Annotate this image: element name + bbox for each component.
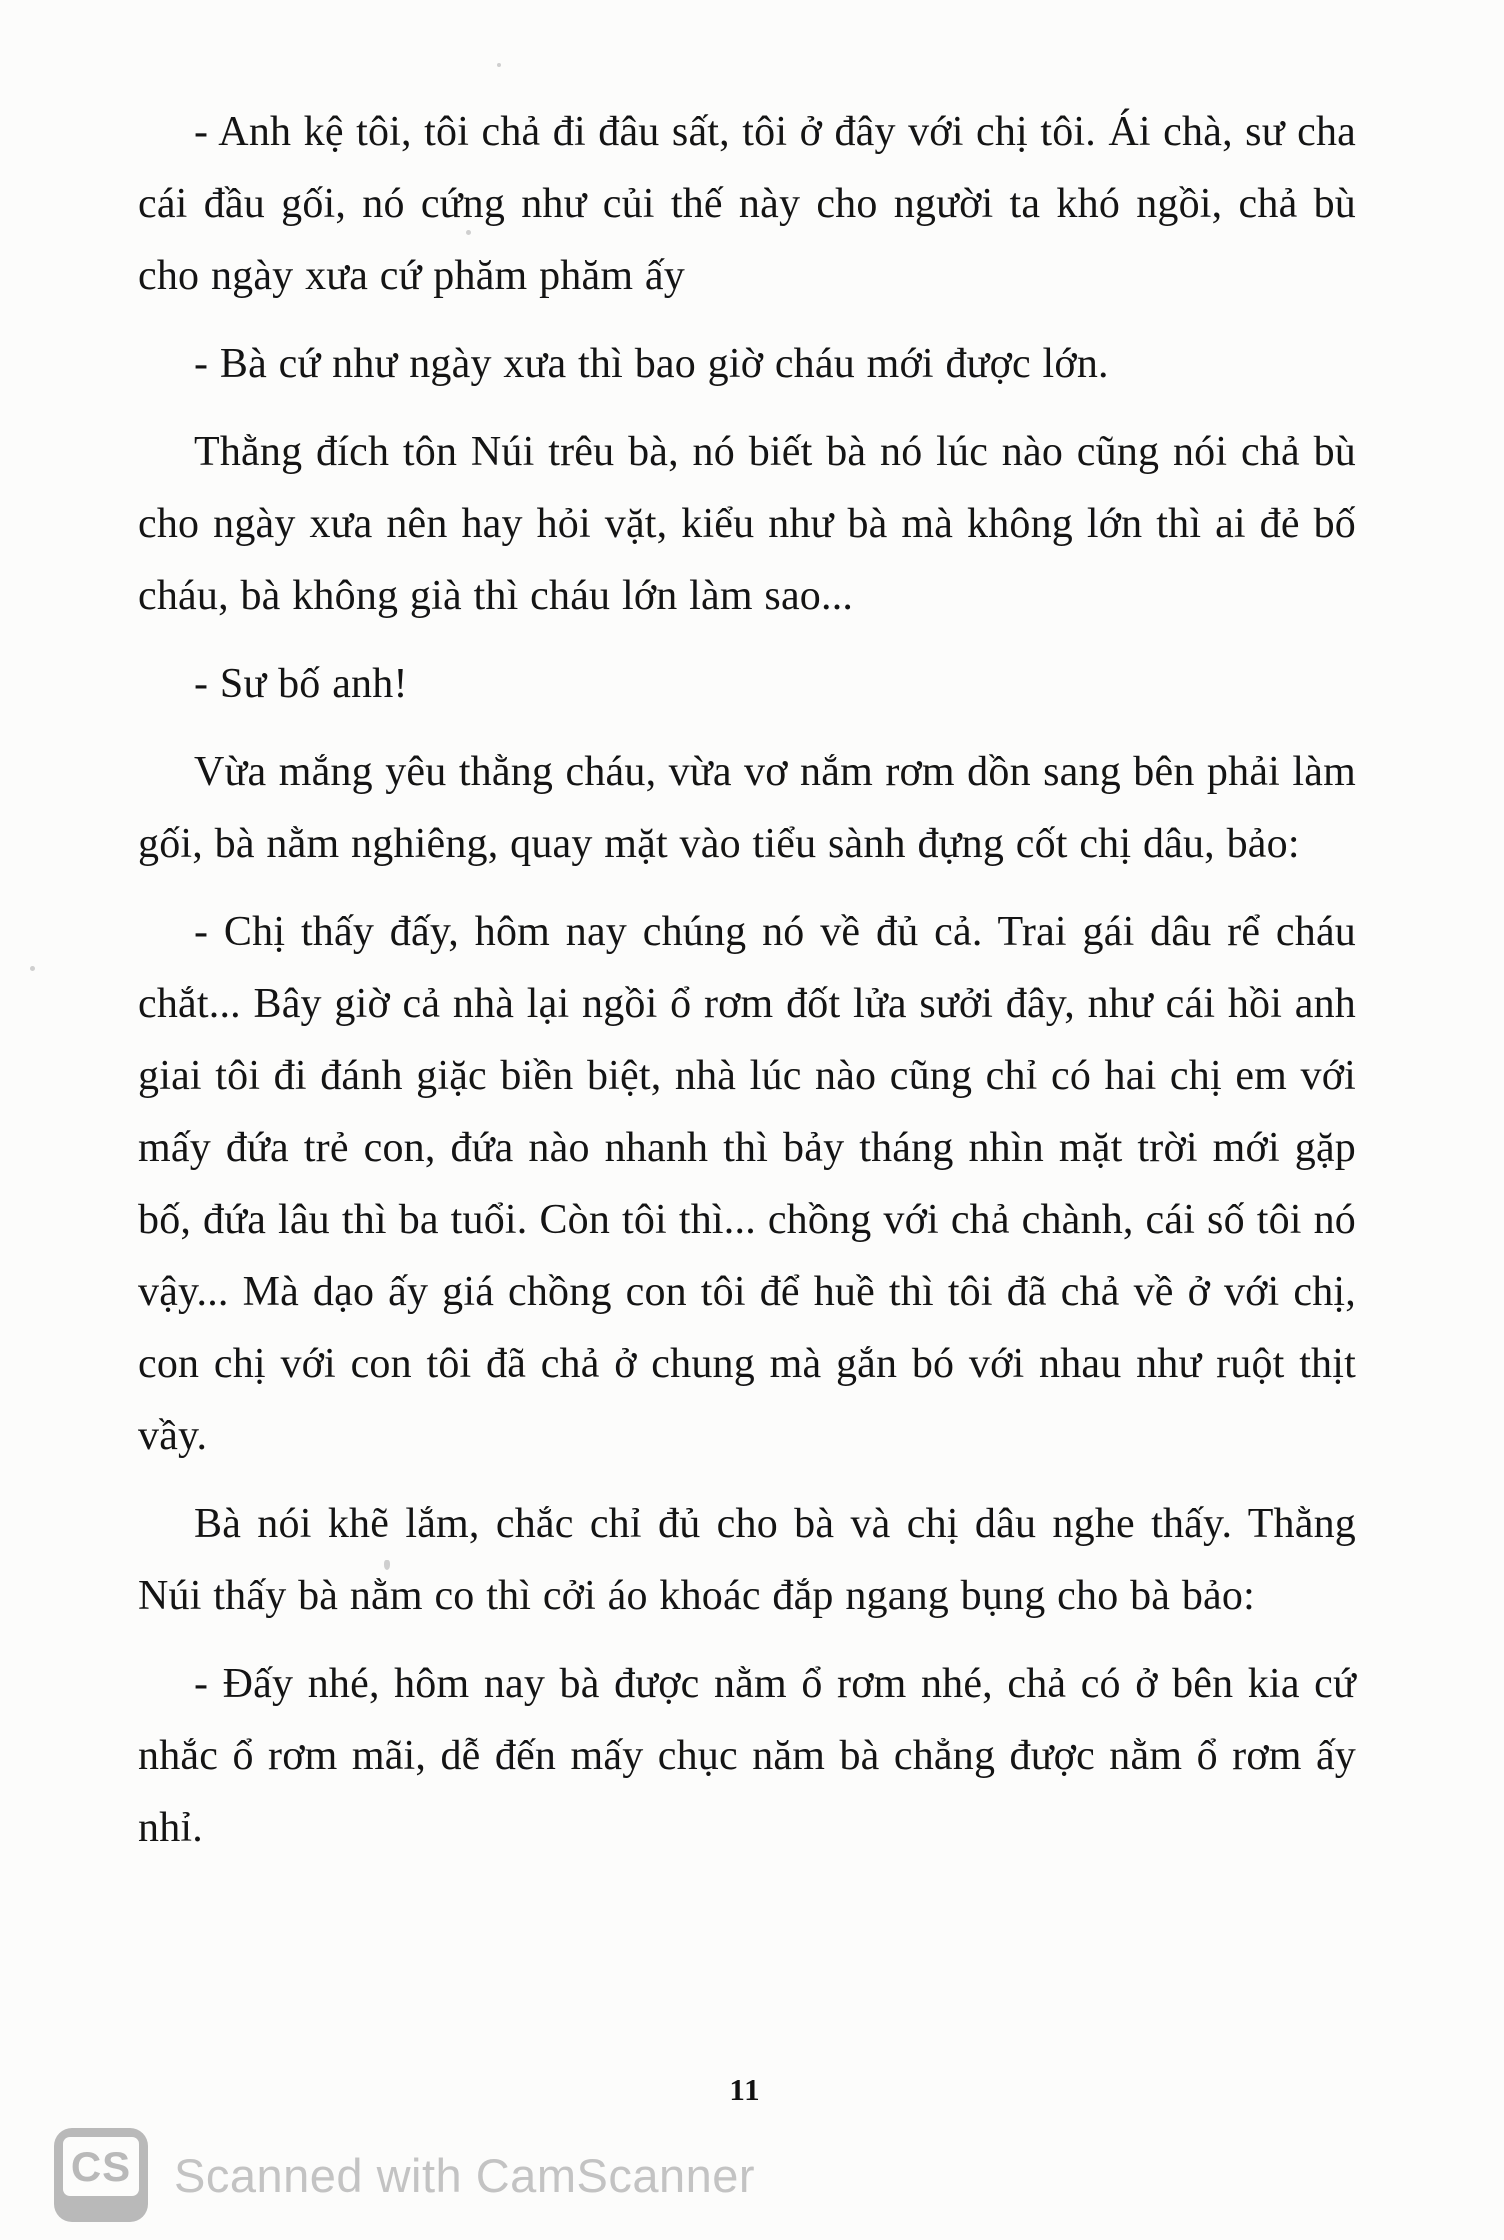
paragraph-narration-3: Bà nói khẽ lắm, chắc chỉ đủ cho bà và chị dâu nghe thấy. Thằng Núi thấy bà nằm co thì cởi áo khoác đắp ngang bụng cho bà bảo: (138, 1501, 1356, 1619)
scan-speckle (30, 966, 35, 971)
paragraph-dialogue-4: - Chị thấy đấy, hôm nay chúng nó về đủ cả. Trai gái dâu rể cháu chắt... Bây giờ cả nhà lại ngồi ổ rơm đốt lửa sưởi đây, như cái hồi anh giai tôi đi đánh giặc biền biệt, nhà lúc nào cũng chỉ có hai chị em với mấy đứa trẻ con, đứa nào nhanh thì bảy tháng nhìn mặt trời mới gặp bố, đứa lâu thì ba tuổi. Còn tôi thì... chồng với chả chành, cái số tôi nó vậy... Mà dạo ấy giá chồng con tôi để huề thì tôi đã chả về ở với chị, con chị với con tôi đã chả ở chung mà gắn bó với nhau như ruột thịt vầy. (138, 909, 1356, 1459)
scan-speckle (384, 1560, 390, 1570)
paragraph-dialogue-1: - Anh kệ tôi, tôi chả đi đâu sất, tôi ở đây với chị tôi. Ái chà, sư cha cái đầu gối, nó cứng như củi thế này cho người ta khó ngồi, chả bù cho ngày xưa cứ phăm phăm ấy (138, 109, 1356, 299)
camscanner-watermark-text: Scanned with CamScanner (174, 2148, 756, 2202)
paragraph-dialogue-3: - Sư bố anh! (194, 661, 408, 707)
paragraph-narration-2: Vừa mắng yêu thằng cháu, vừa vơ nắm rơm dồn sang bên phải làm gối, bà nằm nghiêng, quay mặt vào tiểu sành đựng cốt chị dâu, bảo: (138, 749, 1356, 867)
camscanner-logo-letters: CS (63, 2137, 139, 2196)
camscanner-watermark (54, 2128, 755, 2222)
page-number: 11 (729, 2072, 761, 2107)
scan-speckle (497, 63, 501, 67)
paragraph-dialogue-2: - Bà cứ như ngày xưa thì bao giờ cháu mới được lớn. (194, 341, 1109, 387)
scan-speckle (466, 230, 471, 235)
paragraph-dialogue-5: - Đấy nhé, hôm nay bà được nằm ổ rơm nhé, chả có ở bên kia cứ nhắc ổ rơm mãi, dễ đến mấy chục năm bà chẳng được nằm ổ rơm ấy nhỉ. (138, 1661, 1356, 1851)
paragraph-narration-1: Thằng đích tôn Núi trêu bà, nó biết bà nó lúc nào cũng nói chả bù cho ngày xưa nên hay hỏi vặt, kiểu như bà mà không lớn thì ai đẻ bố cháu, bà không già thì cháu lớn làm sao... (138, 429, 1356, 619)
page-text-block (138, 96, 1356, 1880)
camscanner-logo-icon (54, 2128, 148, 2222)
